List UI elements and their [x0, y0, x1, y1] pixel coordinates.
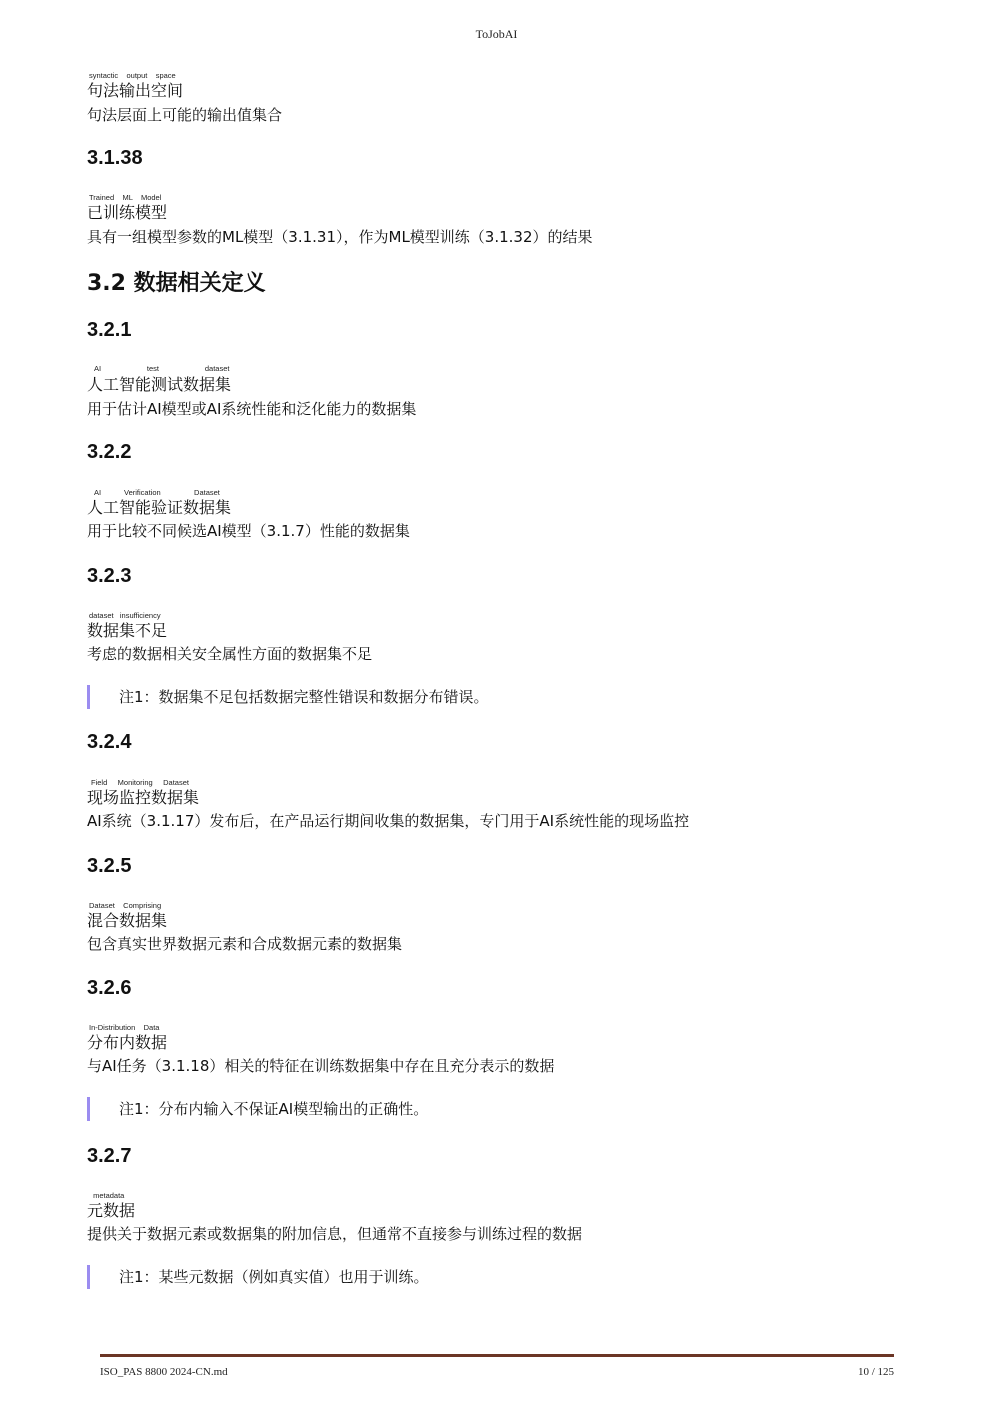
section-heading: 3.1.38	[87, 147, 143, 169]
term-definition: 用于比较不同候选AI模型（3.1.7）性能的数据集	[87, 522, 410, 540]
term-definition: 具有一组模型参数的ML模型（3.1.31），作为ML模型训练（3.1.32）的结果	[87, 228, 593, 246]
note-block	[87, 1265, 429, 1289]
term-annotation: In-Distribution Data	[89, 1023, 160, 1032]
term-title: 人工智能验证数据集	[87, 498, 232, 517]
footer-divider	[100, 1354, 894, 1357]
term-title: 人工智能测试数据集	[87, 375, 232, 394]
term-annotation: dataset insufficiency	[89, 611, 161, 620]
term-annotation: syntactic output space	[89, 71, 176, 80]
term-definition: 提供关于数据元素或数据集的附加信息，但通常不直接参与训练过程的数据	[87, 1225, 583, 1243]
term-annotation: AI test dataset	[94, 364, 230, 373]
term-annotation: AI Verification Dataset	[94, 488, 220, 497]
term-title: 元数据	[87, 1201, 136, 1220]
term-title: 混合数据集	[87, 911, 168, 930]
term-title: 已训练模型	[87, 203, 168, 222]
note-text: 注1：数据集不足包括数据完整性错误和数据分布错误。	[119, 688, 489, 706]
term-annotation: metadata	[91, 1191, 125, 1200]
term-annotation: Field Monitoring Dataset	[91, 778, 189, 787]
term-definition: AI系统（3.1.17）发布后，在产品运行期间收集的数据集，专门用于AI系统性能的现场监控	[87, 812, 690, 830]
note-block	[87, 685, 489, 709]
footer-filename: ISO_PAS 8800 2024-CN.md	[100, 1366, 228, 1378]
section-heading: 3.2.6	[87, 977, 132, 999]
term-definition: 与AI任务（3.1.18）相关的特征在训练数据集中存在且充分表示的数据	[87, 1057, 555, 1075]
chapter-heading: 3.2 数据相关定义	[87, 271, 266, 296]
term-annotation: Trained ML Model	[89, 193, 162, 202]
section-heading: 3.2.1	[87, 319, 132, 341]
footer-page-number: 10 / 125	[857, 1366, 894, 1378]
term-title: 分布内数据	[87, 1033, 168, 1052]
section-heading: 3.2.7	[87, 1145, 132, 1167]
term-title: 现场监控数据集	[87, 788, 200, 807]
page-header-title: ToJobAI	[475, 27, 518, 41]
term-title: 数据集不足	[87, 621, 168, 640]
note-text: 注1：分布内输入不保证AI模型输出的正确性。	[119, 1100, 429, 1118]
section-heading: 3.2.2	[87, 441, 132, 463]
term-definition: 考虑的数据相关安全属性方面的数据集不足	[87, 645, 373, 663]
note-block	[87, 1097, 428, 1121]
section-heading: 3.2.5	[87, 855, 132, 877]
term-title: 句法输出空间	[87, 81, 184, 100]
term-annotation: Dataset Comprising	[89, 901, 162, 910]
term-definition: 句法层面上可能的输出值集合	[87, 106, 283, 124]
term-definition: 用于估计AI模型或AI系统性能和泛化能力的数据集	[87, 400, 417, 418]
section-heading: 3.2.4	[87, 731, 132, 753]
note-text: 注1：某些元数据（例如真实值）也用于训练。	[119, 1268, 429, 1286]
term-definition: 包含真实世界数据元素和合成数据元素的数据集	[87, 935, 403, 953]
section-heading: 3.2.3	[87, 565, 132, 587]
